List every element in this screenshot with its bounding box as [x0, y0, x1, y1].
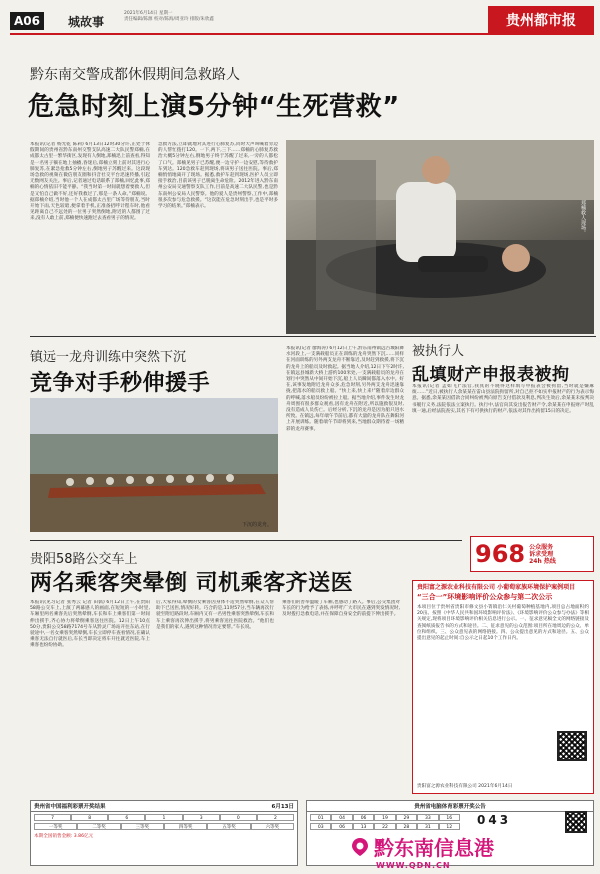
- ad-subtitle: “三合一”环境影响评价公众参与第二次公示: [417, 593, 553, 601]
- section-title: 城故事: [68, 15, 105, 29]
- story3-headline: 乱填财产申报表被拘: [412, 365, 570, 385]
- story2-headline: 竞争对手秒伸援手: [30, 371, 211, 396]
- rescue-scene-illustration: [286, 140, 594, 334]
- lottery1-title: 贵州省中国福利彩票开奖结果: [34, 804, 106, 810]
- lottery2-num: 06: [353, 814, 374, 821]
- prize-level: 四等奖: [164, 823, 207, 830]
- watermark-url: WWW.QDN.CN: [376, 861, 451, 870]
- story1-col1: 本报讯(记者 杨光乾 陈莉) 6月13日12时30分许,正处于休假期间的贵州省黔东南州交警支队高速二大队民警郑楠,在成都太古里一繁华街区,发现有人倒地,郑楠迅上前查看,得知是一名男子躺在地上抽搐,昏迷后,郑楠立刻上前对其进行心肺复苏,在紧急抢救5分钟左右,倒地男子苏醒过来。这段现场急救的视频在微信朋友圈和抖音社交平台迅速传播,引起无数网友关注。事后,记者通过电话联系了郑楠,回忆此事,郑楠的心情依旧不能平静。“我当时第一时间就想着要救人,但是又怕自己做不好,还好我救过了,那是一条人命。”郑楠说。据郑楠介绍,当时他一个人在成都太古里广场等待朋友,当时开始下雨,天色较暗,便拿着手机,正准备招呼计程车时,他看见距离自己不远处的一位男子突然倒地,附近的人都围了过来,没有人敢上前,郑楠便快速跑过去查看男子的情况。: [30, 142, 150, 222]
- prize-level: 一等奖: [34, 823, 77, 830]
- hotline-label-1: 公众服务: [529, 543, 554, 551]
- lottery2-code: 043: [477, 813, 512, 827]
- hotline-labels: [529, 544, 556, 565]
- lottery2-num: 03: [310, 823, 331, 830]
- watermark-row: [350, 832, 494, 861]
- header-divider: [10, 33, 594, 35]
- lottery2-num: 12: [439, 823, 460, 830]
- lottery2-num: 06: [331, 823, 352, 830]
- story1-headline: 危急时刻上演5分钟“生死营救”: [28, 92, 400, 122]
- ad-body: 本项目位于贵州省贵阳市修文县小箐镇沿仁关村葡萄种植基地内,项目总占地面积约20亩。按照《中华人民共和国环境影响评价法》、《环境影响评价公众参与办法》等相关规定,现将项目环境影响评价相关信息进行公示。一、征求意见稿全文的网络链接及查阅纸质报告书的方式和途径。二、征求意见的公众范围:项目所在地周边的公众、单位和组织。三、公众意见表的网络链接。四、公众提出意见的方式和途径。五、公众提出意见的起止时间:自公示之日起10个工作日内。: [417, 605, 589, 642]
- section-divider-2: [30, 540, 462, 541]
- newspaper-brand: 贵州都市报: [488, 6, 594, 34]
- lottery1-num: 3: [183, 814, 220, 821]
- lottery2-num: 28: [396, 823, 417, 830]
- story1-kicker: 黔东南交警成都休假期间急救路人: [30, 67, 240, 83]
- public-notice-ad: [412, 580, 594, 794]
- story1-photo-caption: 郑楠救人现场。: [580, 200, 586, 235]
- lottery2-num: 01: [310, 814, 331, 821]
- story2-body: 本报讯(记者 廖海涛) 6月12日上午,黔东南州镇远古城阳舞水河段上,一支满载船员正在训练的龙舟突然下沉……同样在河面训练的另外两支龙舟不断靠近,及时赶到救援,将下沉的龙舟上的船员及时救起。据当地人介绍,12日下午2时许,在镇远县城新大桥上游约100米处,一支满载船员的龙舟在划行中突然从中间开始下沉,船上人员瞬间都落入水中。好在,该事发地附近龙舟众多,危急时刻,另外两支龙舟迅速靠拢,把落水的船员救上船。“快上来,快上来!”随着岸边群众的呼喊,落水船员纷纷被拉上船。据当地介绍,事件发生时龙舟周围有很多群众观看,因有龙舟在附近,所以施救很及时,没有造成人员伤亡。后经分析,下沉的龙舟是因为船只进水所致。在镇远,每年端午节前后,都有大量的龙舟队在舞阳河上开展训练。随着端午节即将到来,当地群众期待着一场精彩的龙舟赛事。: [286, 346, 404, 432]
- qr-code-icon: [557, 731, 587, 761]
- lottery2-num: 33: [417, 814, 438, 821]
- lottery1-num: 6: [108, 814, 145, 821]
- lottery1-num: 0: [220, 814, 257, 821]
- hotline-number: 968: [475, 540, 526, 568]
- editor-text: 责任编辑/陈源 校对/陈海/周亚玲 排版/朱欣鑫: [124, 17, 214, 22]
- story3-kicker: 被执行人: [412, 344, 465, 359]
- story4-kicker: 贵阳58路公交车上: [30, 552, 138, 567]
- site-watermark: [350, 832, 494, 870]
- story4-headline: 两名乘客突晕倒 司机乘客齐送医: [30, 571, 354, 596]
- prize-level: 三等奖: [121, 823, 164, 830]
- location-pin-icon: [350, 837, 370, 857]
- lottery2-num: 16: [439, 814, 460, 821]
- dragon-boat-illustration: [30, 398, 278, 532]
- lottery1-num: 8: [71, 814, 108, 821]
- story1-photo: [286, 140, 594, 334]
- lottery1-num: 2: [257, 814, 294, 821]
- page-number: A06: [10, 12, 44, 30]
- lottery1-numbers: [34, 814, 294, 821]
- story2-photo: [30, 398, 278, 532]
- date-text: 2021年6月14日 星期一: [124, 11, 173, 16]
- ad-footer: 贵阳富之源农业科技有限公司 2021年6月14日: [417, 784, 513, 789]
- lottery1-date: 6月13日: [271, 804, 294, 810]
- story4-col2: 后,大家得知,晕倒的女乘客因身体不适突然晕倒,在众人帮助下已送医,情况好转。巧合的是,11时57分,当车辆再次行驶至附近路段时,车厢内又有一名男性乘客突然晕倒,车长和车上乘客再次伸出援手,将男乘客送往医院救治。“他们也是我们的家人,遇到这种情况肯定要帮。”车长说。: [156, 600, 274, 630]
- hotline-label-2: 诉求受理: [529, 550, 554, 558]
- lottery2-num: 31: [417, 823, 438, 830]
- lottery2-numbers: [310, 814, 460, 821]
- lottery1-header: [31, 801, 297, 812]
- hotline-badge: [470, 536, 594, 572]
- lottery1-num: 7: [34, 814, 71, 821]
- story3-body: 本报讯(记者 孟如飞)“法官,我真的不晓得这样填写申报表会被拘留,当时就是嫌麻烦……”近日,被执行人余某某在雷山县法院拘留所,对自己拒不如实申报财产的行为表示悔意。据悉,余某某因借款合同纠纷被判向原告支付借款及利息,判决生效后,余某某未按判决书履行义务,法院依法立案执行。执行中,法官向其发出报告财产令,余某某在申报财产时乱填一通,后经法院查实,其名下有可供执行的财产,依法对其作出拘留15日的决定。: [412, 384, 594, 414]
- lottery2-num: 04: [331, 814, 352, 821]
- lottery-qr-icon: [565, 811, 587, 833]
- section-divider-1: [30, 336, 596, 337]
- lottery2-num: 19: [374, 814, 395, 821]
- lottery2-num: 22: [374, 823, 395, 830]
- story4-col1: 本报讯(见习记者 张秀云 记者 田儒) 6月12日上午,在贵阳58路公交车上,上演了两幕感人的画面,在短短的一小时里,车厢里两名乘客先后突然晕倒,车长和车上乘客们第一时间伸出援手,齐心协力将晕倒乘客送往医院。12日上午10点50分,贵阳公交58路7174号车从黔灵广场站开往东站,在行驶途中,一名女乘客突然晕倒,车长立即停车查看情况,在确认乘客无法自行就医后,车长当即决定将车开往就近医院,车上乘客也纷纷协助。: [30, 600, 150, 649]
- lottery2-title: 贵州省电脑体育彩票开奖公告: [307, 801, 593, 812]
- date-line: [124, 11, 214, 23]
- ad-title: 贵阳富之源农业科技有限公司 小葡萄家族环境保护案例项目: [417, 584, 576, 591]
- prize-level: 五等奖: [207, 823, 250, 830]
- story2-photo-caption: 下沉的龙舟。: [241, 522, 272, 528]
- lottery1-prize-levels: [34, 823, 294, 830]
- lottery2-num: 29: [396, 814, 417, 821]
- prize-level: 六等奖: [251, 823, 294, 830]
- lottery2-numbers-row2: [310, 823, 460, 830]
- story4-col3: 乘客们的善举温暖了车厢,也感动了路人。事后,公交集团对车长的行为给予了表扬,并呼吁广大市民在遇到突发情况时,及时拨打急救电话,并在保障自身安全的前提下伸出援手。: [282, 600, 400, 618]
- hotline-label-3: 24h 热线: [529, 557, 556, 565]
- watermark-text: 黔东南信息港: [374, 836, 494, 860]
- story1-col2: 急救方法,立即就地对其进行心肺复苏,同时大声叫喊着旁边的人帮忙拨打120。一下,两下,三下……郑楠的心肺复苏救治大概5分钟左右,倒地男子终于苏醒了过来,一旁的人都松了口气。郑楠见男子已苏醒,便一边守护一边安慰,等待救护车到达。120急救车赶到现场,将该男子送往医院。事后,郑楠悄悄地离开了现场。据悉,救护车赶到现场,医护人员立即接手救治,目前该男子已脱离生命危险。2012年进入黔东南州公安局交通警察支队工作,目前是高速二大队民警,也是黔东南州公安局人民警察。他的爱人是贵州警察,工作中,郑楠很多次参与危急救援。“这次能在危急时刻出手,也是平时多学习的结果。”郑楠表示。: [158, 142, 278, 210]
- lottery1-footer: 本期全国销售金额: 3.86亿元: [34, 834, 94, 839]
- story2-kicker: 镇远一龙舟训练中突然下沉: [30, 350, 187, 365]
- welfare-lottery-table: [30, 800, 298, 866]
- prize-level: 二等奖: [77, 823, 120, 830]
- lottery2-num: 13: [353, 823, 374, 830]
- lottery1-num: 1: [145, 814, 182, 821]
